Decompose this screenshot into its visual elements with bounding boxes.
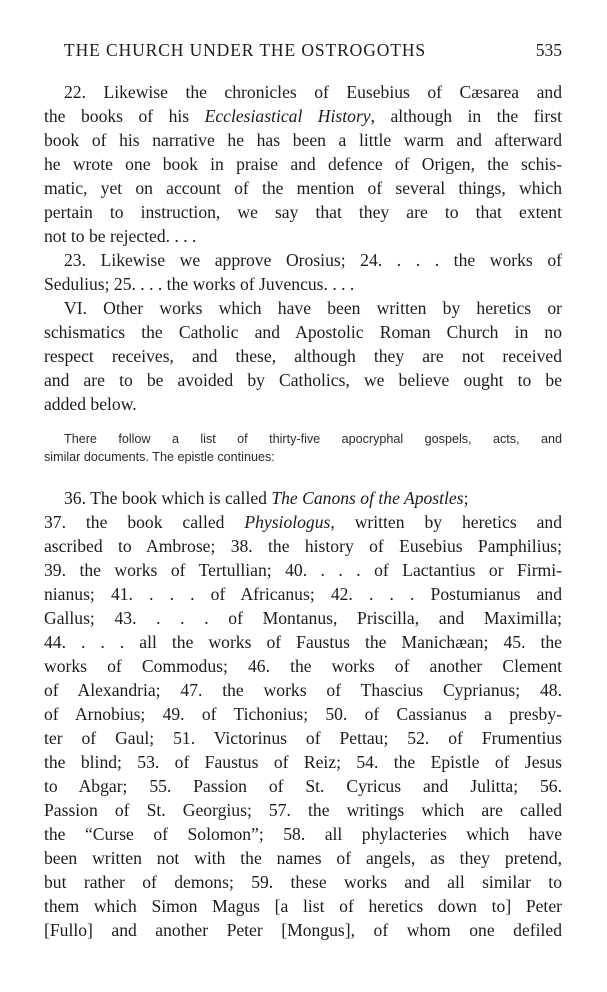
text-line: of Arnobius; 49. of Tichonius; 50. of Cassianus a presby-	[44, 704, 562, 724]
text-line: 23. Likewise we approve Orosius; 24. . . . the works of	[64, 250, 562, 270]
text-fragment: 36. The book which is called The Canons of the Apostles;	[64, 488, 469, 508]
text-line: VI. Other works which have been written by heretics or	[64, 298, 562, 318]
text-line: 44. . . . all the works of Faustus the Manichæan; 45. the	[44, 632, 562, 652]
text-line: 22. Likewise the chronicles of Eusebius of Cæsarea and	[64, 82, 562, 102]
text-line: the books of his Ecclesiastical History, although in the first	[44, 106, 562, 126]
text-line: 37. the book called Physiologus, written by heretics and	[44, 512, 562, 532]
text-line: works of Commodus; 46. the works of another Clement	[44, 656, 562, 676]
text-line: book of his narrative he has been a little warm and afterward	[44, 130, 562, 150]
page-number: 535	[535, 40, 562, 60]
text-line: added below.	[44, 394, 137, 414]
text-line: he wrote one book in praise and defence of Origen, the schis-	[44, 154, 562, 174]
text-line: schismatics the Catholic and Apostolic Roman Church in no	[44, 322, 562, 342]
text-line: matic, yet on account of the mention of several things, which	[44, 178, 562, 198]
text-line	[64, 486, 562, 510]
text-line: pertain to instruction, we say that they are to that extent	[44, 202, 562, 222]
text-line: the “Curse of Solomon”; 58. all phylacteries which have	[44, 824, 562, 844]
note-line: There follow a list of thirty-five apocryphal gospels, acts, and	[64, 432, 562, 446]
running-title: THE CHURCH UNDER THE OSTROGOTHS	[64, 40, 427, 60]
running-header	[44, 40, 562, 66]
text-line: nianus; 41. . . . of Africanus; 42. . . . Postumianus and	[44, 584, 562, 604]
text-line: Sedulius; 25. . . . the works of Juvencus. . . .	[44, 274, 355, 294]
text-line: ascribed to Ambrose; 38. the history of Eusebius Pamphilius;	[44, 536, 562, 556]
book-title: The Canons of the Apostles	[271, 488, 464, 508]
text-line: them which Simon Magus [a list of heretics down to] Peter	[44, 896, 562, 916]
text-line: 39. the works of Tertullian; 40. . . . of Lactantius or Firmi-	[44, 560, 562, 580]
text-line: ter of Gaul; 51. Victorinus of Pettau; 52. of Frumentius	[44, 728, 562, 748]
text-line: respect receives, and these, although they are not received	[44, 346, 562, 366]
text-line: of Alexandria; 47. the works of Thascius Cyprianus; 48.	[44, 680, 562, 700]
text-line: the blind; 53. of Faustus of Reiz; 54. the Epistle of Jesus	[44, 752, 562, 772]
text-line: Passion of St. Georgius; 57. the writings which are called	[44, 800, 562, 820]
text-line: been written not with the names of angels, as they pretend,	[44, 848, 562, 868]
text-line: not to be rejected. . . .	[44, 226, 197, 246]
text-line: but rather of demons; 59. these works and all similar to	[44, 872, 562, 892]
book-title: Physiologus	[244, 512, 331, 532]
text-line: and are to be avoided by Catholics, we believe ought to be	[44, 370, 562, 390]
book-title: Ecclesiastical History	[204, 106, 371, 126]
text-line: Gallus; 43. . . . of Montanus, Priscilla, and Maximilla;	[44, 608, 562, 628]
note-line: similar documents. The epistle continues:	[44, 450, 275, 464]
text-line: to Abgar; 55. Passion of St. Cyricus and Julitta; 56.	[44, 776, 562, 796]
text-line: [Fullo] and another Peter [Mongus], of whom one defiled	[44, 920, 562, 940]
